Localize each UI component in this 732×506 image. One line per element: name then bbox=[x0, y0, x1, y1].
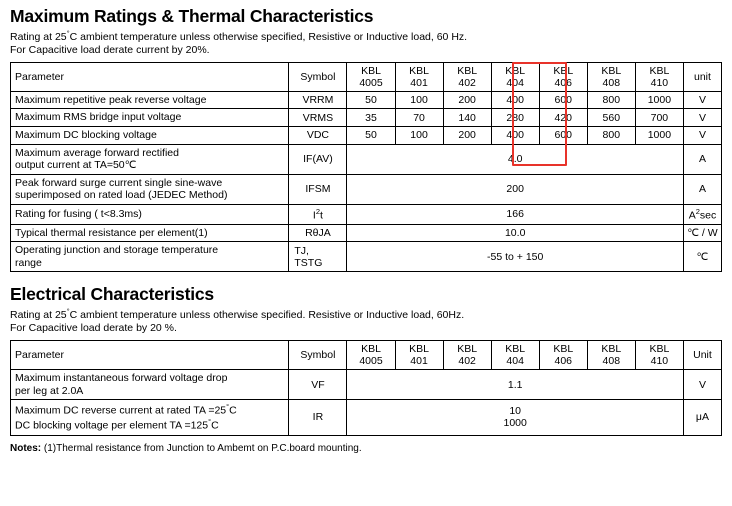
cell-value: 560 bbox=[587, 109, 635, 127]
cell-value: 200 bbox=[443, 91, 491, 109]
cell-value: 200 bbox=[443, 127, 491, 145]
degree-symbol-icon: ° bbox=[66, 28, 70, 37]
row-parameter: Maximum RMS bridge input voltage bbox=[11, 109, 289, 127]
section1-sub-line1 bbox=[10, 28, 468, 43]
row-symbol: VRRM bbox=[289, 91, 347, 109]
table-row bbox=[11, 174, 722, 204]
cell-value: 280 bbox=[491, 109, 539, 127]
row-unit: μA bbox=[683, 400, 721, 435]
section-title-electrical: Electrical Characteristics bbox=[10, 284, 214, 305]
header-parameter: Parameter bbox=[11, 341, 289, 370]
cell-value-highlighted: 600 bbox=[539, 91, 587, 109]
header-part-404: KBL 404 bbox=[491, 341, 539, 370]
row-unit: A bbox=[683, 144, 721, 174]
row-parameter: Typical thermal resistance per element(1) bbox=[11, 224, 289, 242]
section1-sub-line1-b: C ambient temperature unless otherwise specified, Resistive or Inductive load, 60 Hz. bbox=[69, 30, 468, 43]
table-row bbox=[11, 144, 722, 174]
row-unit: A bbox=[683, 174, 721, 204]
max-ratings-table bbox=[10, 62, 722, 273]
table-row bbox=[11, 205, 722, 225]
row-symbol: RθJA bbox=[289, 224, 347, 242]
cell-value-span: 10.0 bbox=[347, 224, 683, 242]
table-header-row bbox=[11, 62, 722, 91]
header-part-402: KBL 402 bbox=[443, 62, 491, 91]
row-unit: ℃ / W bbox=[683, 224, 721, 242]
header-symbol: Symbol bbox=[289, 62, 347, 91]
row-unit: V bbox=[683, 109, 721, 127]
section2-subtitle bbox=[10, 306, 732, 335]
section1-subtitle bbox=[10, 28, 732, 57]
header-part-4005: KBL 4005 bbox=[347, 341, 395, 370]
cell-value: 100 bbox=[395, 127, 443, 145]
cell-value: 100 bbox=[395, 91, 443, 109]
row-parameter: Operating junction and storage temperature range bbox=[11, 242, 289, 272]
cell-value-span: 166 bbox=[347, 205, 683, 225]
row-unit: $A^2\sec$ bbox=[683, 205, 721, 225]
header-parameter: Parameter bbox=[11, 62, 289, 91]
row-parameter: Rating for fusing ( t<8.3ms) bbox=[11, 205, 289, 225]
cell-value: 800 bbox=[587, 127, 635, 145]
header-unit: Unit bbox=[683, 341, 721, 370]
header-part-406: KBL 406 bbox=[539, 62, 587, 91]
row-unit: V bbox=[683, 91, 721, 109]
degree-symbol-icon: ° bbox=[66, 306, 70, 316]
footnotes bbox=[10, 443, 732, 454]
table-row bbox=[11, 91, 722, 109]
header-part-408: KBL 408 bbox=[587, 341, 635, 370]
row-unit: V bbox=[683, 127, 721, 145]
header-part-410: KBL 410 bbox=[635, 341, 683, 370]
electrical-characteristics-table bbox=[10, 340, 722, 436]
section1-sub-line2: For Capacitive load derate current by 20%. bbox=[10, 43, 210, 56]
header-part-410: KBL 410 bbox=[635, 62, 683, 91]
cell-value-span: 1.1 bbox=[347, 370, 683, 400]
section-title-max-ratings: Maximum Ratings & Thermal Characteristics bbox=[10, 6, 374, 26]
row-symbol: TJ, TSTG bbox=[289, 242, 347, 272]
cell-value-span: -55 to + 150 bbox=[347, 242, 683, 272]
table-row bbox=[11, 127, 722, 145]
cell-value: 50 bbox=[347, 127, 395, 145]
cell-value: 1000 bbox=[635, 127, 683, 145]
cell-value-highlighted: 420 bbox=[539, 109, 587, 127]
header-part-404: KBL 404 bbox=[491, 62, 539, 91]
header-part-406: KBL 406 bbox=[539, 341, 587, 370]
row-parameter: Maximum instantaneous forward voltage drop per leg at 2.0A bbox=[11, 370, 289, 400]
table-row bbox=[11, 242, 722, 272]
header-part-408: KBL 408 bbox=[587, 62, 635, 91]
row-parameter: Maximum average forward rectified output current at TA=50℃ bbox=[11, 144, 289, 174]
header-unit: unit bbox=[683, 62, 721, 91]
cell-value: 400 bbox=[491, 91, 539, 109]
header-symbol: Symbol bbox=[289, 341, 347, 370]
datasheet-page bbox=[0, 6, 732, 506]
cell-value: 800 bbox=[587, 91, 635, 109]
header-part-401: KBL 401 bbox=[395, 341, 443, 370]
row-symbol: VF bbox=[289, 370, 347, 400]
table-row bbox=[11, 370, 722, 400]
header-part-401: KBL 401 bbox=[395, 62, 443, 91]
cell-value: 700 bbox=[635, 109, 683, 127]
row-unit: V bbox=[683, 370, 721, 400]
row-parameter: Peak forward surge current single sine-wave superimposed on rated load (JEDEC Method) bbox=[11, 174, 289, 204]
table-row bbox=[11, 224, 722, 242]
row-symbol: $I^2t$ bbox=[289, 205, 347, 225]
row-parameter: Maximum DC blocking voltage bbox=[11, 127, 289, 145]
section2-sub-line1: Rating at 25°C ambient temperature unless otherwise specified. Resistive or Inductive load, 60Hz. bbox=[10, 306, 465, 321]
cell-value: 400 bbox=[491, 127, 539, 145]
cell-value: 140 bbox=[443, 109, 491, 127]
row-unit: ℃ bbox=[683, 242, 721, 272]
table-header-row bbox=[11, 341, 722, 370]
cell-value: 1000 bbox=[635, 91, 683, 109]
row-parameter: Maximum DC reverse current at rated TA =25°C DC blocking voltage per element TA =125°C bbox=[11, 400, 289, 435]
table-row bbox=[11, 109, 722, 127]
degree-symbol-icon: ° bbox=[208, 417, 212, 427]
cell-value-span: 10 1000 bbox=[347, 400, 683, 435]
notes-label: Notes: bbox=[10, 442, 42, 454]
cell-value: 50 bbox=[347, 91, 395, 109]
row-symbol: IF(AV) bbox=[289, 144, 347, 174]
row-parameter: Maximum repetitive peak reverse voltage bbox=[11, 91, 289, 109]
section2-sub-line2: For Capacitive load derate by 20 %. bbox=[10, 321, 177, 334]
header-part-402: KBL 402 bbox=[443, 341, 491, 370]
row-symbol: VRMS bbox=[289, 109, 347, 127]
table-row bbox=[11, 400, 722, 435]
header-part-4005: KBL 4005 bbox=[347, 62, 395, 91]
section1-sub-line1-a: Rating at 25 bbox=[10, 30, 67, 43]
notes-text: (1)Thermal resistance from Junction to Ambemt on P.C.board mounting. bbox=[43, 442, 362, 454]
row-symbol: VDC bbox=[289, 127, 347, 145]
row-symbol: IFSM bbox=[289, 174, 347, 204]
cell-value-span: 200 bbox=[347, 174, 683, 204]
row-symbol: IR bbox=[289, 400, 347, 435]
cell-value: 35 bbox=[347, 109, 395, 127]
cell-value-span: 4.0 bbox=[347, 144, 683, 174]
cell-value: 70 bbox=[395, 109, 443, 127]
degree-symbol-icon: ° bbox=[226, 402, 230, 412]
cell-value-highlighted: 600 bbox=[539, 127, 587, 145]
